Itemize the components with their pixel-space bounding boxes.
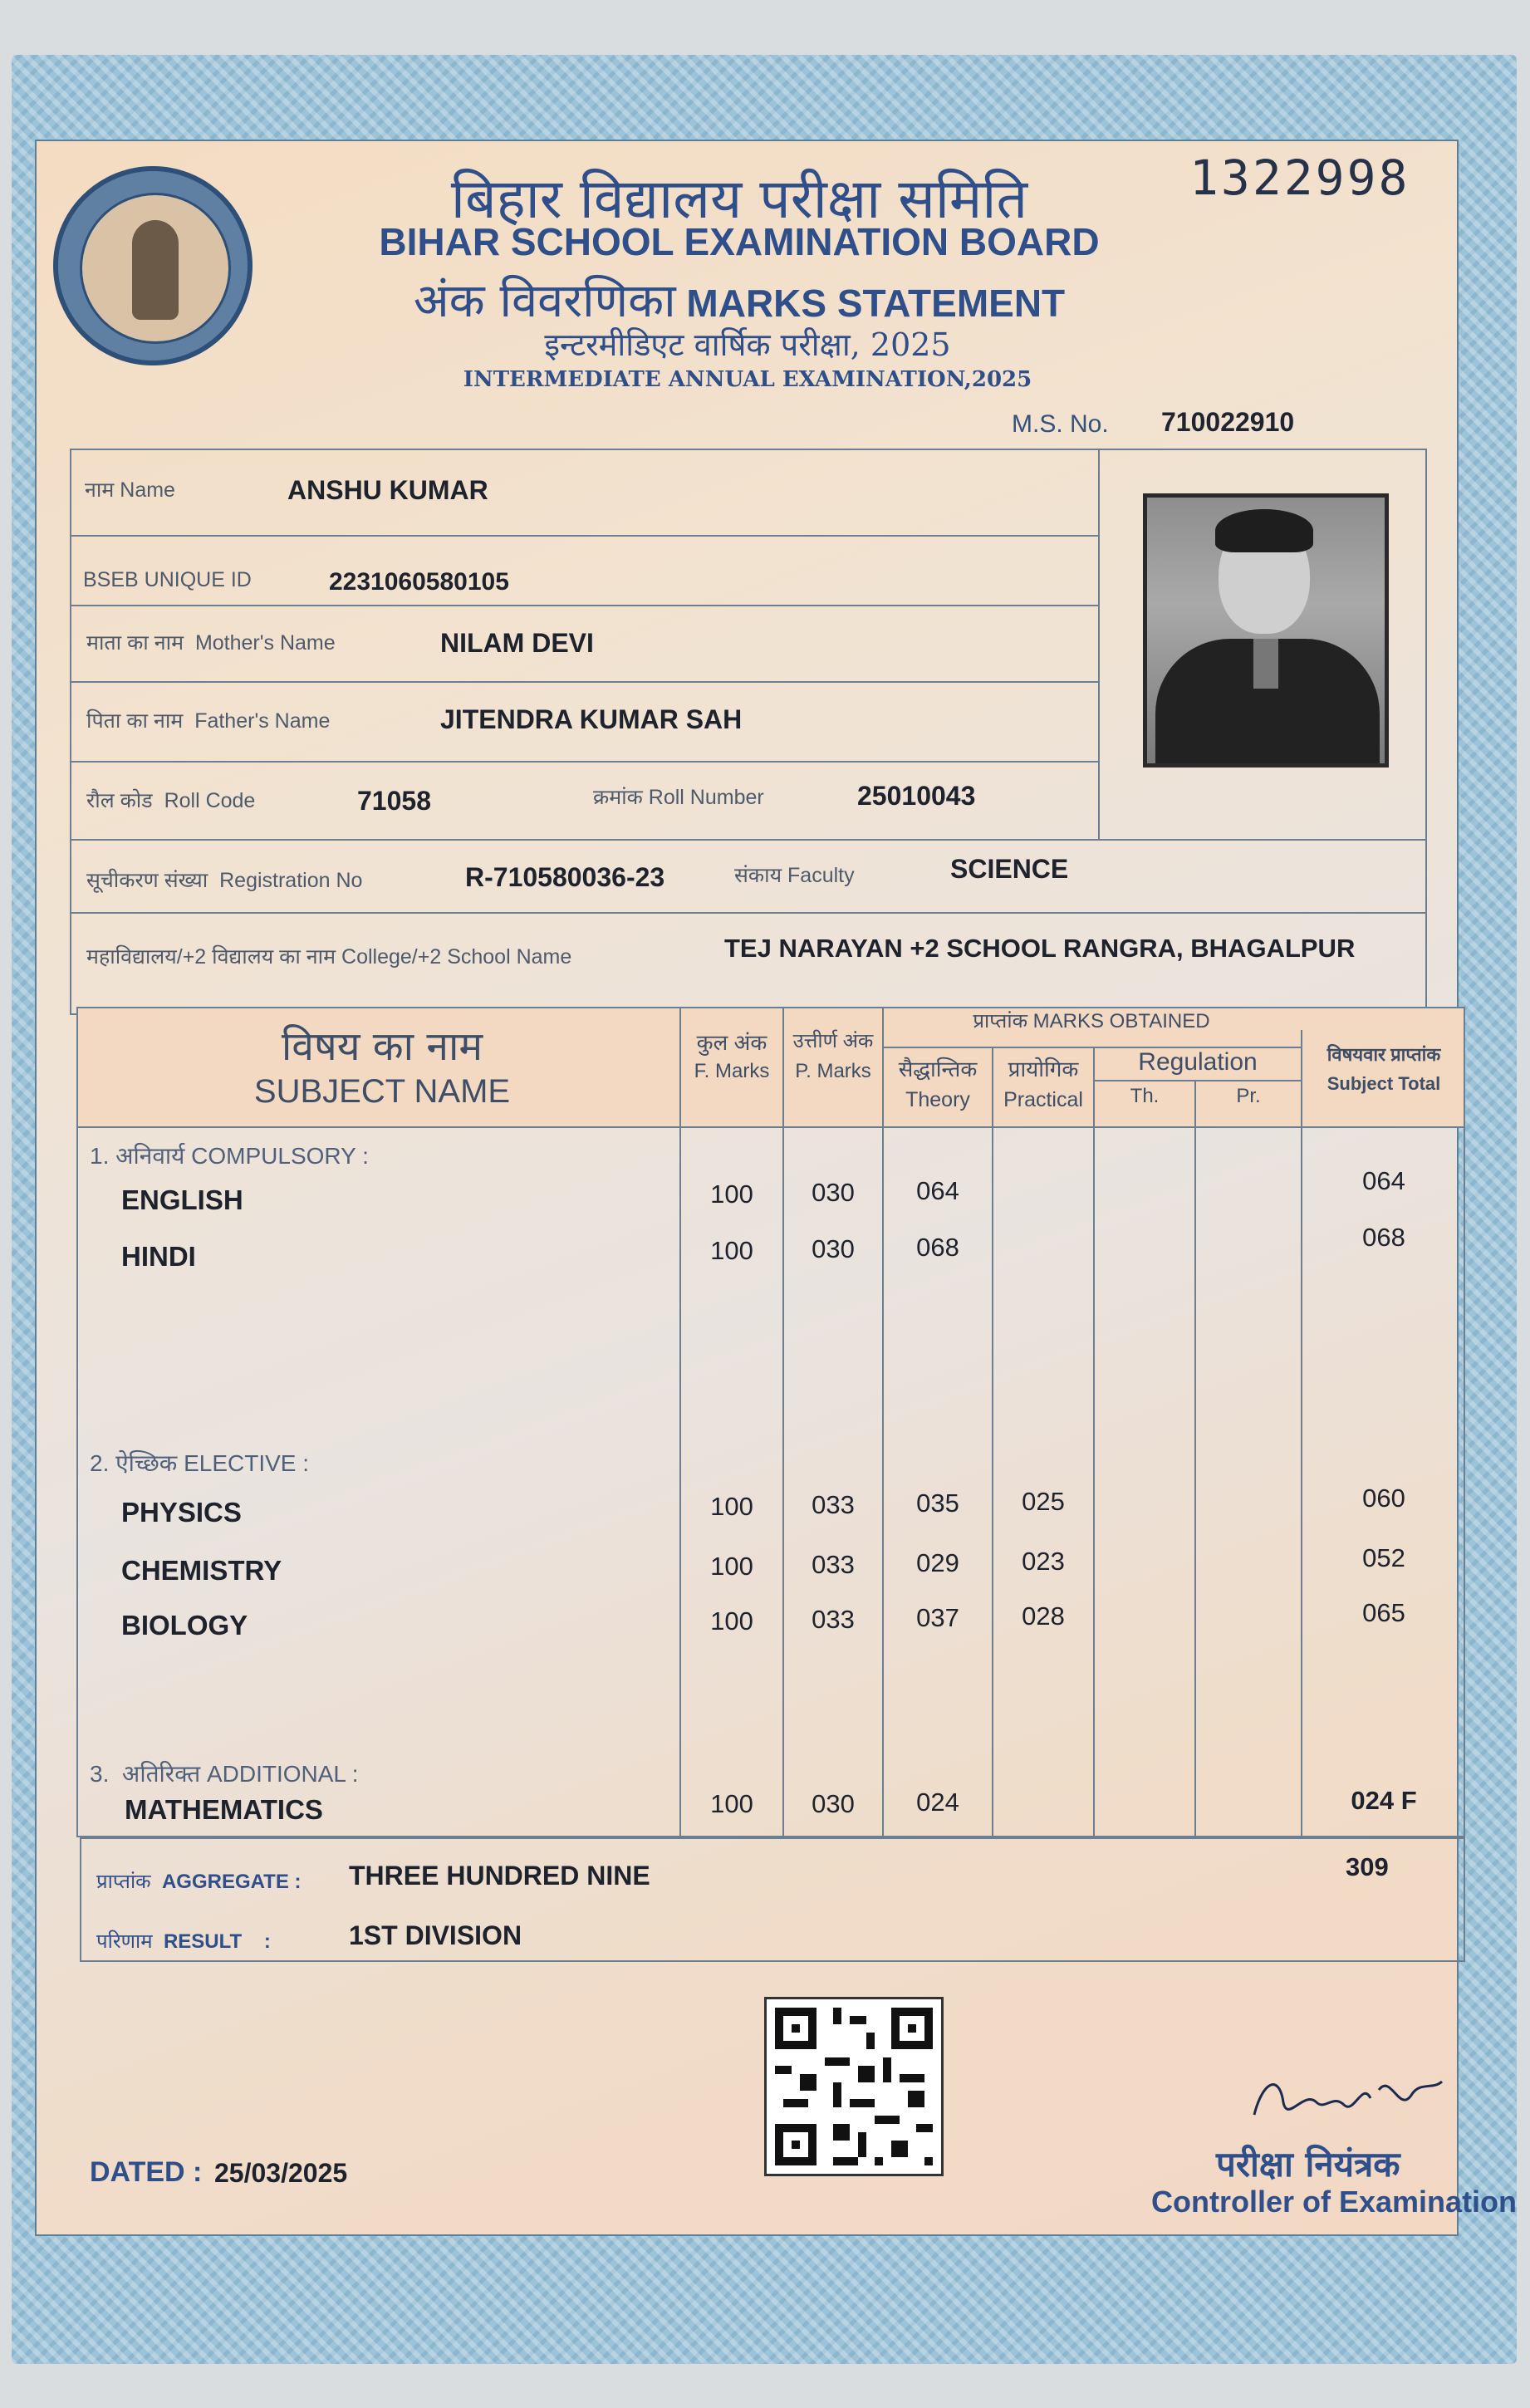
pm-biology: 033 — [812, 1605, 855, 1634]
pass-marks-english: P. Marks — [795, 1060, 871, 1082]
aggregate-words: THREE HUNDRED NINE — [349, 1861, 650, 1891]
title-english: BIHAR SCHOOL EXAMINATION BOARD — [379, 220, 1100, 263]
subject-total-english: Subject Total — [1326, 1073, 1441, 1094]
pm-chemistry: 033 — [812, 1550, 855, 1579]
pm-hindi: 030 — [812, 1234, 855, 1263]
subject-name-english: SUBJECT NAME — [253, 1073, 511, 1110]
father-name: JITENDRA KUMAR SAH — [440, 704, 743, 734]
theory-hindi: सैद्धान्तिक — [898, 1057, 978, 1081]
college-label: महाविद्यालय/+2 विद्यालय का नाम College/+2 School Name — [86, 945, 572, 969]
practical-chemistry: 023 — [1022, 1547, 1065, 1576]
unique-id-value: 2231060580105 — [329, 568, 509, 596]
elective-section-label: 2. ऐच्छिक ELECTIVE : — [90, 1450, 310, 1476]
theory-english: Theory — [905, 1088, 970, 1111]
fm-biology: 100 — [710, 1606, 753, 1636]
controller-hindi: परीक्षा नियंत्रक — [1216, 2144, 1400, 2185]
exam-hindi: इन्टरमीडिएट वार्षिक परीक्षा, 2025 — [544, 326, 951, 363]
statement-title — [357, 267, 1121, 331]
controller-english: Controller of Examination — [1151, 2185, 1518, 2219]
student-name: ANSHU KUMAR — [287, 475, 488, 505]
marks-table — [76, 1007, 1465, 1837]
fm-chemistry: 100 — [710, 1552, 753, 1581]
practical-biology: 028 — [1022, 1601, 1065, 1631]
statement-english: MARKS STATEMENT — [686, 282, 1066, 325]
total-english: 064 — [1362, 1166, 1405, 1195]
subject-hindi: HINDI — [121, 1241, 196, 1272]
theory-english-val: 064 — [916, 1176, 959, 1205]
regulation-theory: Th. — [1130, 1085, 1160, 1107]
additional-section-label: 3. अतिरिक्त ADDITIONAL : — [90, 1761, 359, 1787]
name-label: नाम Name — [85, 478, 175, 502]
practical-hindi: प्रायोगिक — [1008, 1057, 1079, 1081]
college-name: TEJ NARAYAN +2 SCHOOL RANGRA, BHAGALPUR — [724, 934, 1356, 963]
roll-number-label: क्रमांक Roll Number — [593, 786, 764, 809]
unique-id-label: BSEB UNIQUE ID — [83, 568, 252, 591]
pm-mathematics: 030 — [812, 1789, 855, 1818]
dated-label: DATED : — [90, 2156, 203, 2188]
registration-label: सूचीकरण संख्या Registration No — [86, 869, 363, 892]
theory-hindi-val: 068 — [916, 1233, 959, 1262]
ms-no-label: M.S. No. — [1012, 410, 1109, 438]
mother-name: NILAM DEVI — [440, 628, 594, 658]
pm-physics: 033 — [812, 1490, 855, 1519]
subject-name-hindi: विषय का नाम — [281, 1023, 483, 1070]
fm-hindi: 100 — [710, 1236, 753, 1265]
exam-english: INTERMEDIATE ANNUAL EXAMINATION,2025 — [463, 367, 1032, 392]
practical-english: Practical — [1003, 1088, 1083, 1111]
fm-english: 100 — [710, 1179, 753, 1209]
serial-number: 1322998 — [1189, 150, 1410, 206]
pass-marks-hindi: उत्तीर्ण अंक — [792, 1030, 874, 1052]
theory-mathematics: 024 — [916, 1788, 959, 1817]
faculty-label: संकाय Faculty — [734, 864, 855, 887]
subject-english: ENGLISH — [121, 1184, 243, 1215]
practical-physics: 025 — [1022, 1487, 1065, 1516]
roll-code-label: रौल कोड Roll Code — [86, 789, 256, 812]
total-biology: 065 — [1362, 1598, 1405, 1627]
ms-no-value: 710022910 — [1161, 407, 1295, 437]
board-seal-icon — [53, 166, 253, 365]
regulation-header: Regulation — [1138, 1048, 1258, 1076]
registration-no: R-710580036-23 — [465, 862, 665, 892]
mother-name-label: माता का नाम Mother's Name — [86, 631, 336, 655]
compulsory-section-label: 1. अनिवार्य COMPULSORY : — [90, 1143, 369, 1169]
student-photo — [1143, 493, 1389, 768]
theory-biology: 037 — [916, 1603, 959, 1632]
roll-number: 25010043 — [857, 781, 976, 811]
subject-physics: PHYSICS — [121, 1497, 242, 1528]
summary-box — [80, 1837, 1465, 1962]
title-hindi: बिहार विद्यालय परीक्षा समिति — [450, 167, 1028, 231]
subject-total-hindi: विषयवार प्राप्तांक — [1326, 1044, 1441, 1065]
theory-chemistry: 029 — [916, 1548, 959, 1577]
subject-mathematics: MATHEMATICS — [125, 1794, 323, 1825]
statement-hindi: अंक विवरणिका — [413, 274, 676, 328]
roll-code: 71058 — [357, 786, 431, 816]
total-physics: 060 — [1362, 1484, 1405, 1513]
pm-english: 030 — [812, 1178, 855, 1207]
total-mathematics: 024 F — [1351, 1786, 1417, 1815]
result-value: 1ST DIVISION — [349, 1920, 522, 1950]
aggregate-label: प्राप्तांक AGGREGATE : — [96, 1871, 302, 1893]
qr-code-icon — [764, 1997, 944, 2176]
subject-chemistry: CHEMISTRY — [121, 1555, 282, 1586]
aggregate-value: 309 — [1346, 1852, 1389, 1881]
father-name-label: पिता का नाम Father's Name — [86, 709, 331, 733]
signature-icon — [1246, 2057, 1445, 2136]
total-hindi: 068 — [1362, 1223, 1405, 1252]
fm-physics: 100 — [710, 1492, 753, 1521]
subject-biology: BIOLOGY — [121, 1610, 248, 1640]
full-marks-english: F. Marks — [694, 1060, 770, 1082]
marks-obtained-header: प्राप्तांक MARKS OBTAINED — [973, 1010, 1210, 1032]
total-chemistry: 052 — [1362, 1543, 1405, 1572]
regulation-practical: Pr. — [1236, 1085, 1261, 1107]
dated-value: 25/03/2025 — [214, 2158, 348, 2188]
fm-mathematics: 100 — [710, 1789, 753, 1818]
theory-physics: 035 — [916, 1488, 959, 1518]
full-marks-hindi: कुल अंक — [696, 1030, 767, 1055]
faculty-value: SCIENCE — [950, 854, 1069, 884]
result-label: परिणाम RESULT : — [96, 1930, 271, 1953]
